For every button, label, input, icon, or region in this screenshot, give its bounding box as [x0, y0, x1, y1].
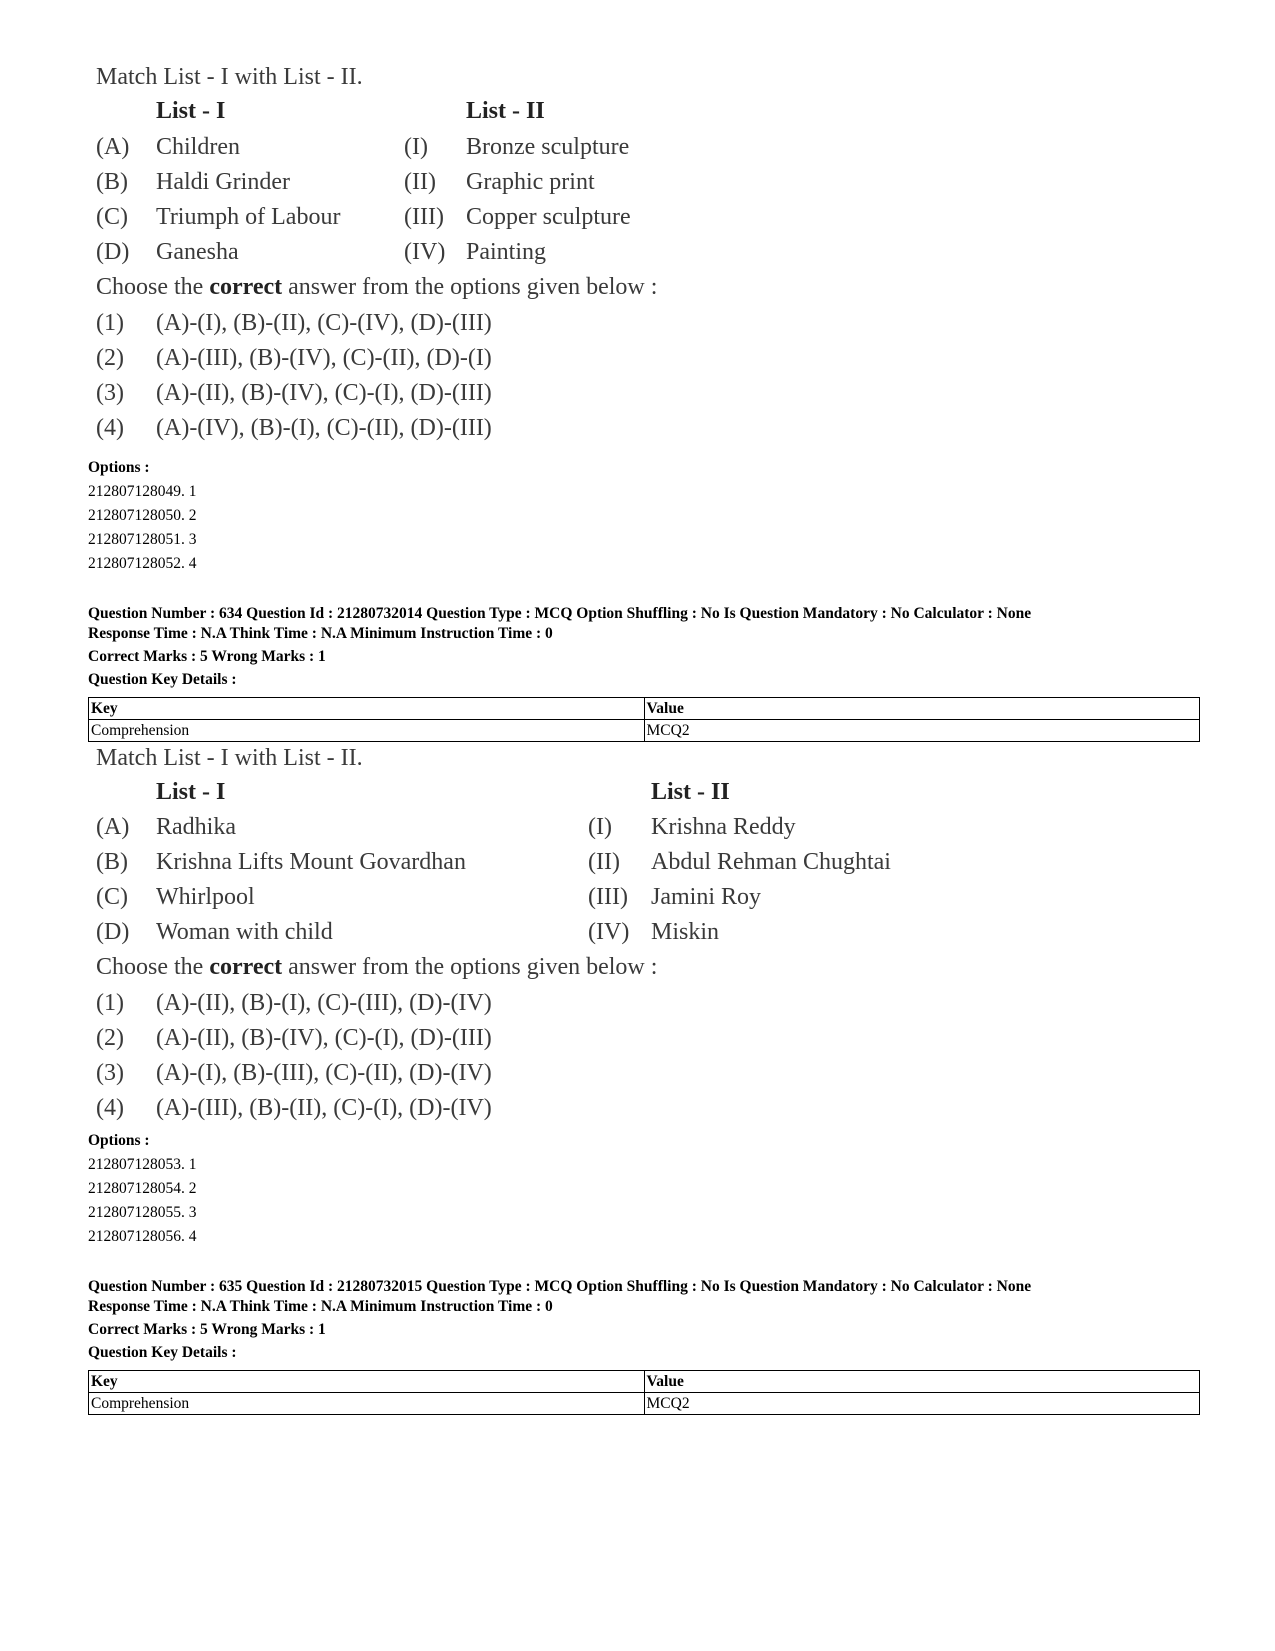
- answer-3-text: (A)-(I), (B)-(III), (C)-(II), (D)-(IV): [156, 1060, 492, 1086]
- question-634-key-table: [88, 697, 1200, 742]
- row-label-i: (I): [588, 814, 612, 840]
- row-text-b: Haldi Grinder: [156, 169, 290, 195]
- answer-4-number: (4): [96, 1095, 124, 1121]
- key-column-header: Key: [89, 1371, 645, 1393]
- table-row: [89, 1393, 1200, 1415]
- row-text-c: Whirlpool: [156, 884, 255, 910]
- key-details-title: Question Key Details :: [88, 1344, 237, 1361]
- answer-4-number: (4): [96, 415, 124, 441]
- option-item: 212807128056. 4: [88, 1228, 197, 1245]
- key-column-header: Key: [89, 698, 645, 720]
- question-header-line-1: Question Number : 635 Question Id : 21280732015 Question Type : MCQ Option Shuffling : No Is Question Mandatory : No Calculator : None: [88, 1278, 1032, 1295]
- row-text-a: Radhika: [156, 814, 236, 840]
- choose-instruction: Choose the correct answer from the options given below :: [96, 954, 658, 980]
- question-header-line-1: Question Number : 634 Question Id : 21280732014 Question Type : MCQ Option Shuffling : No Is Question Mandatory : No Calculator : None: [88, 605, 1032, 622]
- option-item: 212807128050. 2: [88, 507, 197, 524]
- table-row: [89, 720, 1200, 742]
- row-text-iv: Miskin: [651, 919, 720, 945]
- table-header-row: [89, 1371, 1200, 1393]
- question-633-options: [88, 456, 197, 576]
- option-item: 212807128054. 2: [88, 1180, 197, 1197]
- list-1-header: List - I: [156, 779, 226, 805]
- row-text-i: Bronze sculpture: [466, 134, 630, 160]
- answer-1-number: (1): [96, 310, 124, 336]
- row-label-d: (D): [96, 919, 130, 945]
- row-label-c: (C): [96, 204, 128, 230]
- marks-line: Correct Marks : 5 Wrong Marks : 1: [88, 648, 326, 665]
- option-item: 212807128051. 3: [88, 531, 197, 548]
- list-1-header: List - I: [156, 98, 226, 124]
- answer-3-text: (A)-(II), (B)-(IV), (C)-(I), (D)-(III): [156, 380, 492, 406]
- answer-1-text: (A)-(I), (B)-(II), (C)-(IV), (D)-(III): [156, 310, 492, 336]
- value-cell: MCQ2: [644, 720, 1200, 742]
- match-instruction: Match List - I with List - II.: [96, 64, 363, 90]
- row-text-ii: Graphic print: [466, 169, 595, 195]
- row-label-a: (A): [96, 814, 130, 840]
- question-633-image: [96, 60, 796, 450]
- row-text-b: Krishna Lifts Mount Govardhan: [156, 849, 466, 875]
- row-label-b: (B): [96, 849, 128, 875]
- question-635-meta: [88, 1277, 1031, 1363]
- choose-instruction: Choose the correct answer from the options given below :: [96, 274, 658, 300]
- row-text-d: Ganesha: [156, 239, 239, 265]
- row-label-ii: (II): [404, 169, 436, 195]
- row-text-iii: Jamini Roy: [651, 884, 762, 910]
- answer-2-number: (2): [96, 1025, 124, 1051]
- key-details-title: Question Key Details :: [88, 671, 237, 688]
- row-label-ii: (II): [588, 849, 620, 875]
- answer-1-number: (1): [96, 990, 124, 1016]
- row-text-iv: Painting: [466, 239, 547, 265]
- row-text-c: Triumph of Labour: [156, 204, 341, 230]
- row-label-c: (C): [96, 884, 128, 910]
- answer-2-number: (2): [96, 345, 124, 371]
- row-text-ii: Abdul Rehman Chughtai: [651, 849, 891, 875]
- question-634-image: [96, 745, 996, 1135]
- row-text-i: Krishna Reddy: [651, 814, 796, 840]
- question-header-line-2: Response Time : N.A Think Time : N.A Minimum Instruction Time : 0: [88, 625, 553, 642]
- row-text-d: Woman with child: [156, 919, 333, 945]
- value-cell: MCQ2: [644, 1393, 1200, 1415]
- row-label-iii: (III): [404, 204, 444, 230]
- answer-2-text: (A)-(III), (B)-(IV), (C)-(II), (D)-(I): [156, 345, 492, 371]
- question-header-line-2: Response Time : N.A Think Time : N.A Minimum Instruction Time : 0: [88, 1298, 553, 1315]
- key-cell: Comprehension: [89, 720, 645, 742]
- option-item: 212807128053. 1: [88, 1156, 197, 1173]
- value-column-header: Value: [644, 1371, 1200, 1393]
- list-2-header: List - II: [651, 779, 730, 805]
- answer-3-number: (3): [96, 380, 124, 406]
- answer-4-text: (A)-(III), (B)-(II), (C)-(I), (D)-(IV): [156, 1095, 492, 1121]
- row-label-iv: (IV): [404, 239, 446, 265]
- answer-2-text: (A)-(II), (B)-(IV), (C)-(I), (D)-(III): [156, 1025, 492, 1051]
- table-header-row: [89, 698, 1200, 720]
- option-item: 212807128049. 1: [88, 483, 197, 500]
- options-title: Options :: [88, 459, 150, 476]
- question-635-key-table: [88, 1370, 1200, 1415]
- row-label-a: (A): [96, 134, 130, 160]
- match-instruction: Match List - I with List - II.: [96, 745, 363, 771]
- value-column-header: Value: [644, 698, 1200, 720]
- answer-4-text: (A)-(IV), (B)-(I), (C)-(II), (D)-(III): [156, 415, 492, 441]
- answer-1-text: (A)-(II), (B)-(I), (C)-(III), (D)-(IV): [156, 990, 492, 1016]
- option-item: 212807128055. 3: [88, 1204, 197, 1221]
- row-label-d: (D): [96, 239, 130, 265]
- row-label-iii: (III): [588, 884, 628, 910]
- row-text-a: Children: [156, 134, 240, 160]
- options-title: Options :: [88, 1132, 150, 1149]
- key-cell: Comprehension: [89, 1393, 645, 1415]
- row-label-b: (B): [96, 169, 128, 195]
- marks-line: Correct Marks : 5 Wrong Marks : 1: [88, 1321, 326, 1338]
- list-2-header: List - II: [466, 98, 545, 124]
- row-label-iv: (IV): [588, 919, 630, 945]
- row-label-i: (I): [404, 134, 428, 160]
- answer-3-number: (3): [96, 1060, 124, 1086]
- question-634-options: [88, 1129, 197, 1249]
- question-634-meta: [88, 604, 1031, 690]
- row-text-iii: Copper sculpture: [466, 204, 631, 230]
- option-item: 212807128052. 4: [88, 555, 197, 572]
